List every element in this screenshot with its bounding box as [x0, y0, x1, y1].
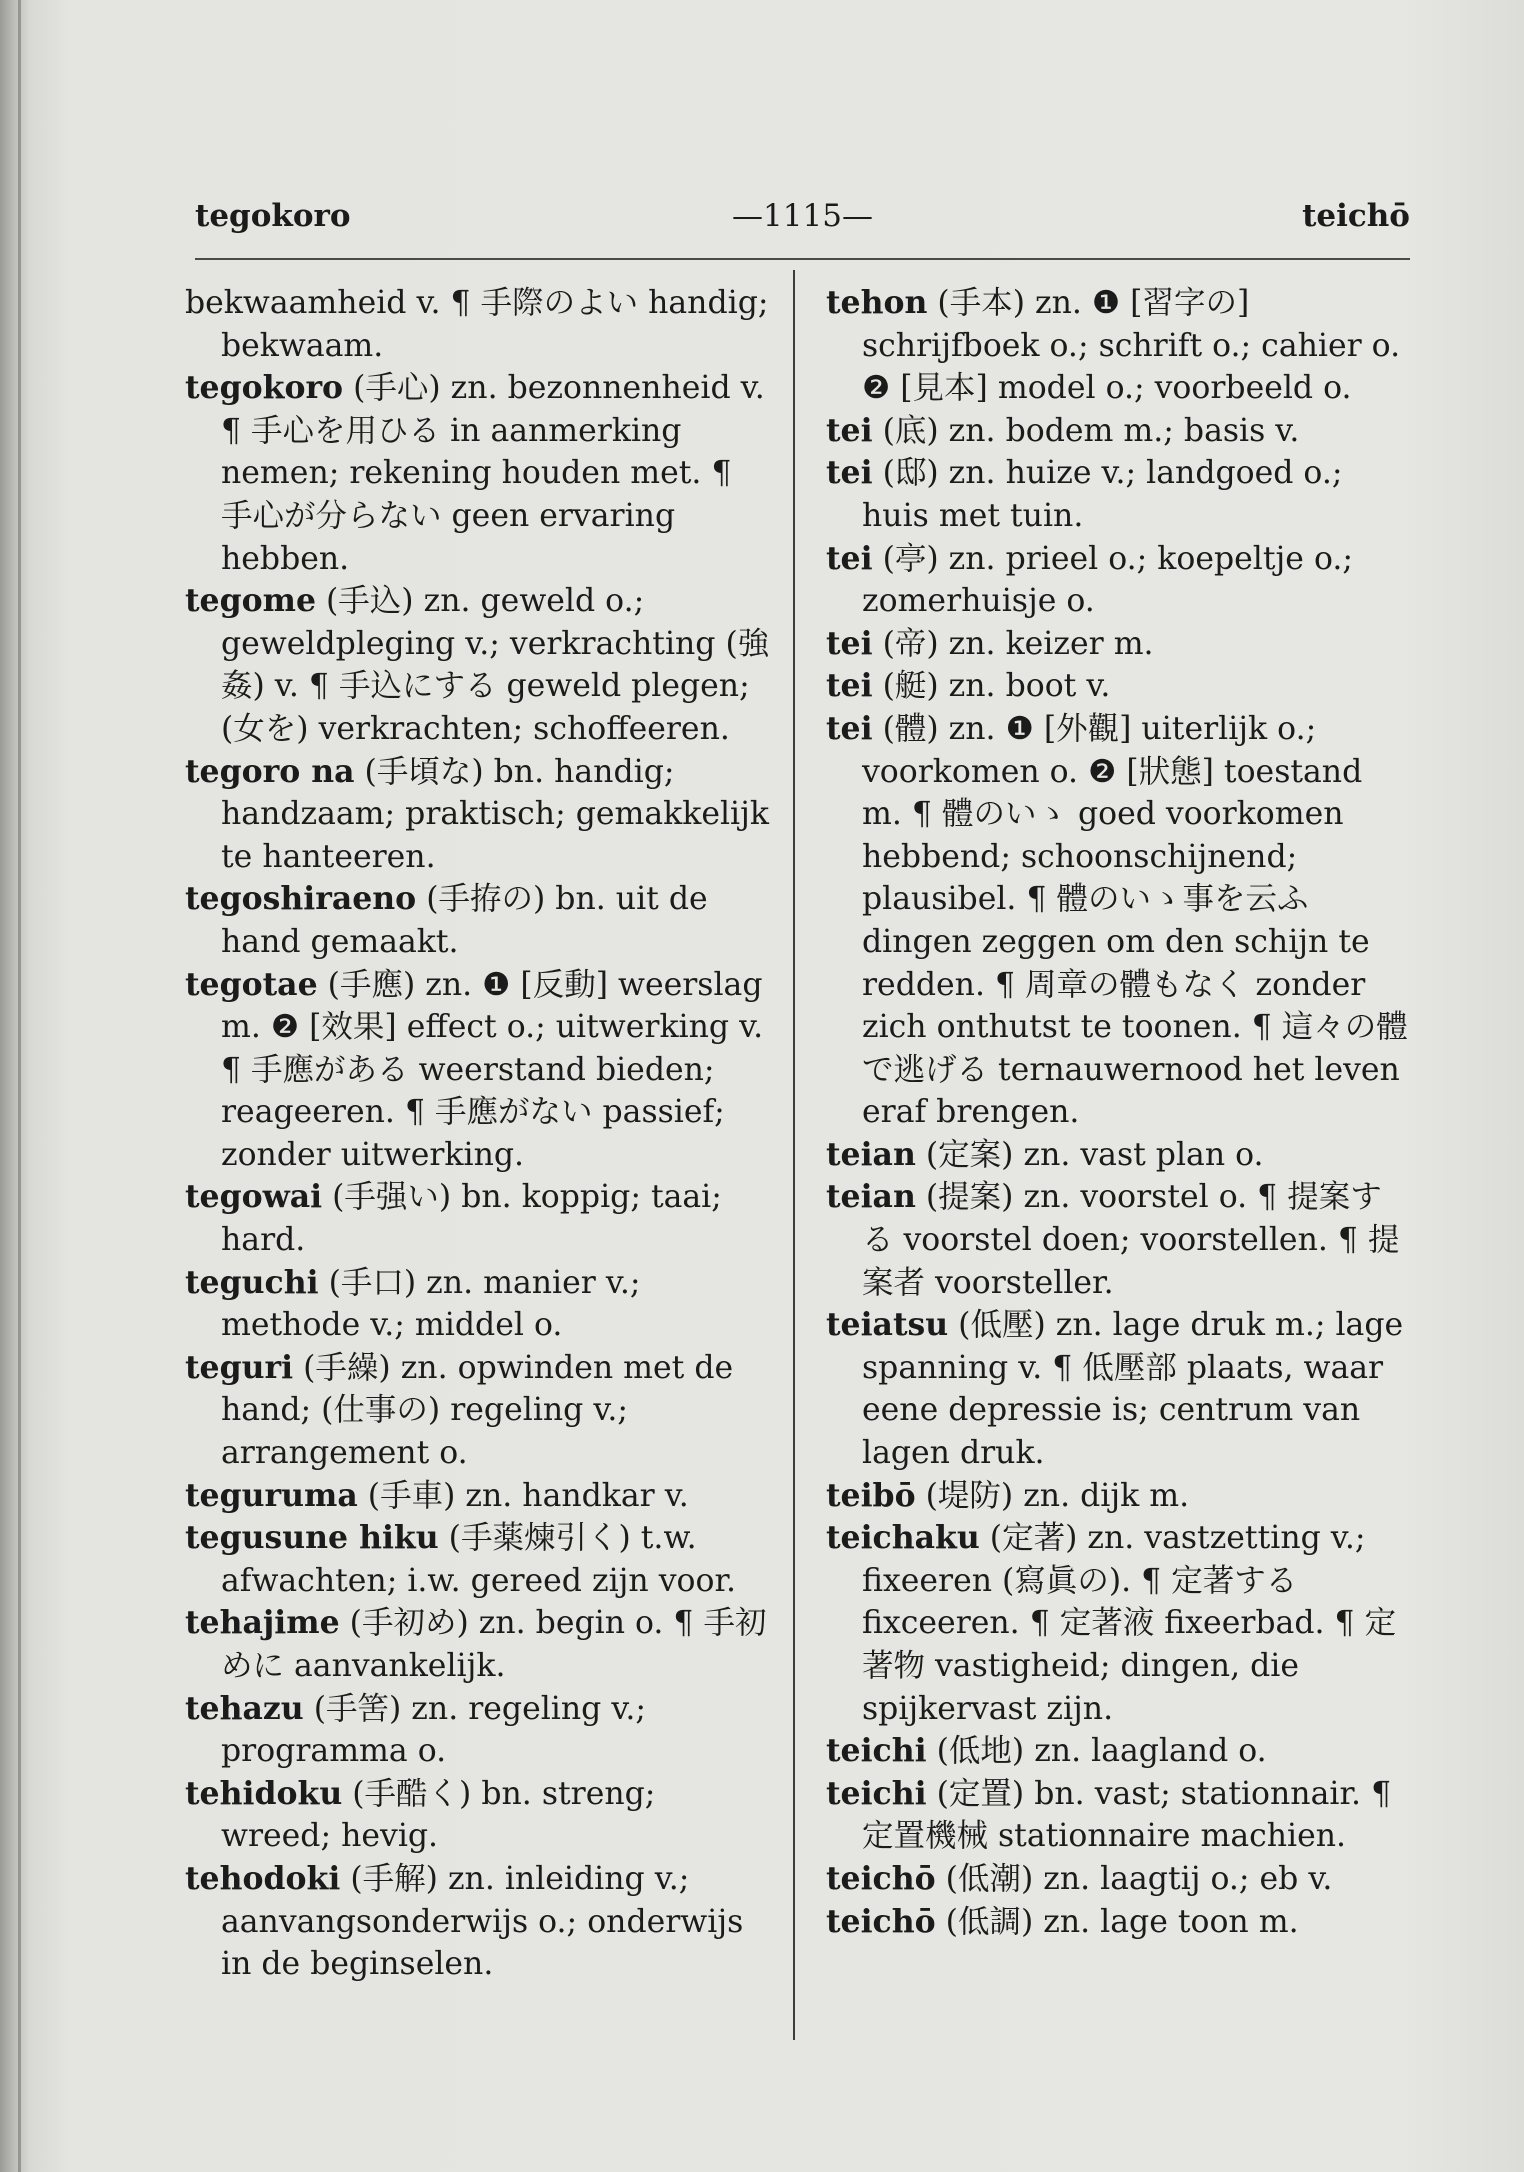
definition: (手頃な) bn. handig; handzaam; praktisch; gemakkelijk te hanteeren. [221, 753, 769, 875]
header-rule [195, 258, 1410, 260]
headword: teguri [185, 1348, 294, 1386]
definition: (手繰) zn. opwinden met de hand; (仕事の) regeling v.; arrangement o. [221, 1349, 734, 1472]
definition: (定置) bn. vast; stationnair. ¶ 定置機械 stationnaire machien. [862, 1775, 1392, 1855]
dictionary-entry [185, 1347, 770, 1475]
dictionary-entry [826, 410, 1411, 453]
dictionary-entry [185, 1602, 770, 1687]
column-divider [793, 270, 795, 2040]
definition: (手本) zn. ❶ [習字の] schrijfboek o.; schrift o.; cahier o. ❷ [見本] model o.; voorbeeld o. [862, 285, 1401, 407]
dictionary-entry [185, 1176, 770, 1261]
header-left-guideword: tegokoro [195, 198, 351, 234]
definition: (帝) zn. keizer m. [872, 625, 1154, 662]
page-gutter [18, 0, 21, 2172]
headword: tegoro na [185, 752, 355, 790]
right-column [826, 282, 1411, 1943]
headword: teibō [826, 1476, 916, 1514]
dictionary-entry [826, 665, 1411, 708]
dictionary-entry [826, 538, 1411, 623]
dictionary-entry [185, 751, 770, 879]
definition: (手拵の) bn. uit de hand gemaakt. [221, 881, 708, 960]
dictionary-entry [826, 1730, 1411, 1773]
definition: (低壓) zn. lage druk m.; lage spanning v. ¶ 低壓部 plaats, waar eene depressie is; centrum van lagen druk. [862, 1307, 1404, 1472]
headword: tegokoro [185, 369, 344, 407]
headword: tei [826, 539, 873, 577]
headword: teguchi [185, 1263, 319, 1301]
definition: (手初め) zn. begin o. ¶ 手初めに aanvankelijk. [221, 1605, 767, 1684]
definition: (低調) zn. lage toon m. [935, 1903, 1299, 1940]
definition: (低地) zn. laagland o. [926, 1733, 1267, 1770]
definition: (手解) zn. inleiding v.; aanvangsonderwijs o.; onderwijs in de beginselen. [221, 1860, 744, 1983]
headword: teiatsu [826, 1306, 949, 1344]
definition: (亭) zn. prieel o.; koepeltje o.; zomerhuisje o. [862, 540, 1353, 620]
headword: tei [826, 411, 873, 449]
dictionary-entry [826, 452, 1411, 537]
headword: teichi [826, 1732, 927, 1770]
headword: tei [826, 667, 873, 705]
dictionary-entry [826, 708, 1411, 1134]
dictionary-entry [185, 1688, 770, 1773]
headword: teian [826, 1178, 916, 1216]
definition: (手酷く) bn. streng; wreed; hevig. [221, 1775, 656, 1855]
headword: tei [826, 624, 873, 662]
dictionary-entry [185, 878, 770, 963]
headword: teian [826, 1135, 916, 1173]
dictionary-entry: bekwaamheid v. ¶ 手際のよい handig; bekwaam. [185, 285, 769, 364]
definition: (定案) zn. vast plan o. [915, 1136, 1264, 1173]
dictionary-entry [185, 367, 770, 580]
dictionary-entry [185, 1517, 770, 1602]
definition: (手薬煉引く) t.w. afwachten; i.w. gereed zijn voor. [221, 1520, 737, 1599]
headword: tegusune hiku [185, 1519, 439, 1557]
headword: teichō [826, 1902, 936, 1940]
left-column [185, 282, 770, 1986]
headword: tegowai [185, 1178, 323, 1216]
headword: tehidoku [185, 1774, 343, 1812]
headword: tehon [826, 284, 928, 321]
dictionary-entry [826, 1304, 1411, 1474]
headword: teichi [826, 1774, 927, 1812]
dictionary-entry [185, 1773, 770, 1858]
dictionary-entry [826, 1773, 1411, 1858]
definition: (提案) zn. voorstel o. ¶ 提案する voorstel doen; voorstellen. ¶ 提案者 voorsteller. [862, 1179, 1400, 1301]
definition: (定著) zn. vastzetting v.; fixeeren (寫眞の). ¶ 定著する fixceeren. ¶ 定著液 fixeerbad. ¶ 定著物 vastigheid; dingen, die spijkervast zijn. [862, 1520, 1397, 1727]
headword: tei [826, 709, 873, 747]
dictionary-entry [826, 1901, 1411, 1944]
dictionary-entry [185, 580, 770, 750]
definition: (手强い) bn. koppig; taai; hard. [221, 1179, 722, 1259]
definition: (體) zn. ❶ [外觀] uiterlijk o.; voorkomen o. ❷ [狀態] toestand m. ¶ 體のいゝ goed voorkomen hebbend; schoonschijnend; plausibel. ¶ 體のいゝ事を云ふ dingen zeggen om den schijn te redden. ¶ 周章の體もなく zonder zich onthutst te toonen. ¶ 這々の體で逃げる ternauwernood het leven eraf brengen. [862, 710, 1408, 1131]
dictionary-entry [185, 964, 770, 1177]
headword: teichō [826, 1859, 936, 1897]
dictionary-entry [826, 1134, 1411, 1177]
definition: (邸) zn. huize v.; landgoed o.; huis met tuin. [862, 455, 1343, 534]
dictionary-entry [185, 1858, 770, 1986]
dictionary-entry [826, 1475, 1411, 1518]
dictionary-entry [185, 1262, 770, 1347]
headword: tehazu [185, 1689, 304, 1727]
definition: (手口) zn. manier v.; methode v.; middel o. [221, 1264, 641, 1344]
headword: teichaku [826, 1519, 980, 1557]
headword: tei [826, 454, 873, 492]
definition: (手心) zn. bezonnenheid v. ¶ 手心を用ひる in aanmerking nemen; rekening houden met. ¶ 手心が分らない geen ervaring hebben. [221, 370, 765, 577]
running-head [195, 198, 1410, 246]
definition: (艇) zn. boot v. [872, 668, 1111, 705]
page-number: —1115— [732, 198, 873, 234]
dictionary-entry [826, 1176, 1411, 1304]
headword: teguruma [185, 1476, 358, 1514]
headword: tehodoki [185, 1859, 341, 1897]
dictionary-entry [826, 1858, 1411, 1901]
headword: tehajime [185, 1604, 340, 1642]
definition: (手筈) zn. regeling v.; programma o. [221, 1690, 647, 1770]
definition: (堤防) zn. dijk m. [915, 1477, 1190, 1514]
dictionary-entry [826, 1517, 1411, 1730]
dictionary-entry [826, 282, 1411, 410]
dictionary-entry [185, 1475, 770, 1518]
headword: tegoshiraeno [185, 880, 417, 918]
definition: (底) zn. bodem m.; basis v. [872, 412, 1300, 449]
headword: tegome [185, 582, 316, 620]
definition: (手込) zn. geweld o.; geweldpleging v.; verkrachting (強姦) v. ¶ 手込にする geweld plegen; (女を) verkrachten; schoffeeren. [221, 583, 770, 747]
definition: (手應) zn. ❶ [反動] weerslag m. ❷ [效果] effect o.; uitwerking v. ¶ 手應がある weerstand bieden; reageeren. ¶ 手應がない passief; zonder uitwerking. [221, 966, 764, 1173]
headword: tegotae [185, 965, 318, 1003]
definition: (低潮) zn. laagtij o.; eb v. [935, 1860, 1333, 1897]
definition: (手車) zn. handkar v. [357, 1477, 689, 1514]
dictionary-entry [826, 623, 1411, 666]
header-right-guideword: teichō [1302, 198, 1410, 234]
